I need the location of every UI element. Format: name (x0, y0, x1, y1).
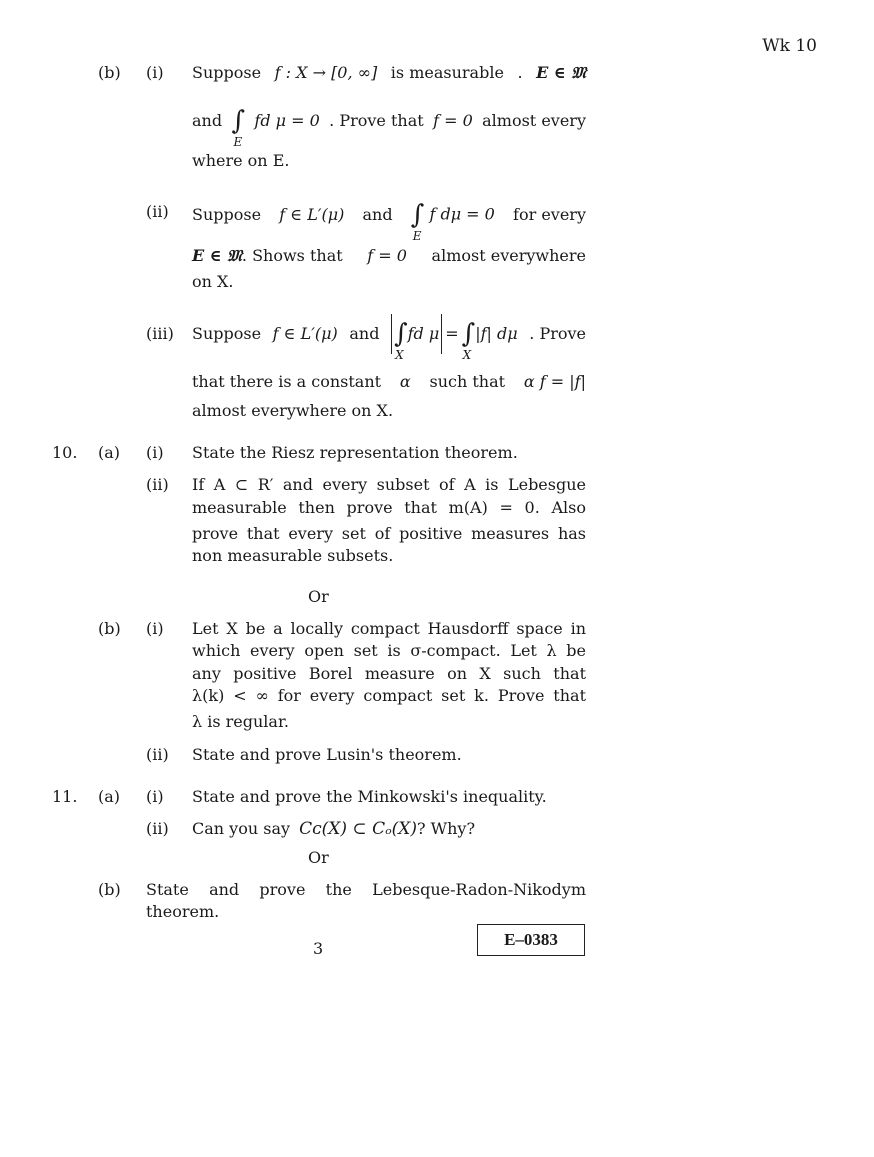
q9b-iii-eq: = (445, 324, 459, 343)
q11a-ii-text (192, 819, 475, 839)
q9b-iii-l2-b: such that (429, 372, 506, 391)
q10b-i-line4: λ(k) < ∞ for every compact set k. Prove that (192, 686, 586, 705)
q9b-ii-l2-a: . Shows that (241, 246, 343, 265)
q10b-i-line1: Let X be a locally compact Hausdorff space in (192, 619, 586, 638)
q9b-iii-l1-math3: |f| dμ (475, 324, 518, 343)
q9b-ii-l1-a: Suppose (192, 205, 262, 224)
q9b-ii-line3: on X. (192, 272, 234, 291)
q9b-iii-l1-c: . Prove (529, 324, 586, 343)
q9b-i-line1 (192, 63, 586, 83)
integral-subscript: X (462, 348, 472, 362)
q9b-iii-l1-math: f ∈ L′(μ) (272, 324, 338, 343)
q9b-i-l2-math2: f = 0 (433, 111, 473, 130)
q9b-iii-l2-a: that there is a constant (192, 372, 382, 391)
q9b-iii-line2 (192, 372, 586, 392)
q11a-ii-math: Cᴄ(X) ⊂ Cₒ(X) (299, 819, 417, 839)
q9b-i-number: (i) (146, 63, 164, 82)
q9b-ii-l2-b: almost everywhere (431, 246, 586, 265)
q9b-i-l2-math: fd μ = 0 (254, 111, 320, 130)
q10a-ii-line4: non measurable subsets. (192, 546, 394, 565)
q11-or-separator: Or (308, 848, 329, 867)
q10a-ii-line2: measurable then prove that m(A) = 0. Also (192, 498, 586, 517)
q10a-i-text: State the Riesz representation theorem. (192, 443, 518, 462)
q9b-ii-l1-b: and (362, 205, 393, 224)
q9b-ii-l2-math2: f = 0 (367, 246, 407, 265)
q9b-ii-l1-math2: f dμ = 0 (429, 204, 495, 224)
q10a-i-number: (i) (146, 443, 164, 462)
integral-subscript: E (233, 135, 243, 149)
q9b-ii-integral (410, 200, 425, 243)
q10b-ii-number: (ii) (146, 745, 169, 764)
q9b-i-integral (231, 106, 246, 149)
q9b-iii-integral (394, 319, 408, 362)
q9b-i-l1-math: f : X → [0, ∞] (274, 63, 378, 82)
q9b-i-line3: where on E. (192, 151, 290, 170)
page-header-label: Wk 10 (762, 36, 817, 56)
q9b-ii-l1-math: f ∈ L′(μ) (279, 205, 345, 224)
q10b-i-number: (i) (146, 619, 164, 638)
paper-code-box: E–0383 (477, 924, 585, 956)
q9b-i-l2-a: and (192, 111, 223, 130)
q10b-part-label: (b) (98, 619, 121, 638)
q9b-iii-integral2 (461, 319, 476, 362)
q10a-ii-line3: prove that every set of positive measures has (192, 524, 586, 543)
q10-number: 10. (52, 443, 78, 462)
integral-subscript: E (412, 229, 422, 243)
q10b-i-line5: λ is regular. (192, 712, 289, 731)
q11b-line1: State and prove the Lebesque-Radon-Nikodym (146, 880, 586, 899)
q10a-ii-number: (ii) (146, 475, 169, 494)
q9b-ii-line2 (192, 246, 586, 266)
q9b-ii-line1 (192, 200, 586, 243)
q10b-ii-text: State and prove Lusin's theorem. (192, 745, 462, 764)
page-number: 3 (313, 939, 324, 958)
q9b-ii-l2-math: E ∈ 𝔐 (192, 246, 242, 265)
q9b-iii-number: (iii) (146, 324, 174, 343)
q11a-i-text: State and prove the Minkowski's inequality. (192, 787, 547, 806)
q9b-i-l1-b: is measurable (390, 63, 504, 82)
integral-sign: ∫ (394, 319, 408, 349)
q10b-i-line2: which every open set is σ-compact. Let λ be (192, 641, 586, 660)
q11a-ii-text-b: ? Why? (417, 819, 476, 838)
q9b-iii-l2-math2: α f = |f| (523, 372, 586, 391)
q9b-iii-line1 (192, 314, 586, 362)
integral-subscript: X (395, 348, 404, 362)
abs-bar-left (391, 314, 392, 354)
q11b-line2: theorem. (146, 902, 220, 921)
q11a-part-label: (a) (98, 787, 121, 806)
abs-bar-right (441, 314, 442, 354)
q9b-i-l2-c: almost every (482, 111, 586, 130)
q9b-i-l1-math2: E ∈ 𝔐 (536, 63, 586, 82)
q11a-ii-text-a: Can you say (192, 819, 291, 838)
q11a-ii-number: (ii) (146, 819, 169, 838)
integral-sign: ∫ (410, 200, 425, 230)
q9b-iii-l2-math: α (399, 372, 411, 391)
integral-sign: ∫ (461, 319, 476, 349)
q9b-iii-l1-b: and (349, 324, 380, 343)
q11b-part-label: (b) (98, 880, 121, 899)
q10-or-separator: Or (308, 587, 329, 606)
q9b-iii-l1-math2: fd μ (407, 324, 440, 343)
q10a-part-label: (a) (98, 443, 121, 462)
q9b-i-line2 (192, 106, 586, 149)
q9b-iii-l1-a: Suppose (192, 324, 262, 343)
q11a-i-number: (i) (146, 787, 164, 806)
q9b-ii-l1-c: for every (513, 205, 586, 224)
q9b-i-l2-b: . Prove that (329, 111, 424, 130)
q9b-ii-number: (ii) (146, 202, 169, 221)
integral-sign: ∫ (231, 106, 246, 136)
q9b-part-label: (b) (98, 63, 121, 82)
q9b-iii-line3: almost everywhere on X. (192, 401, 394, 420)
q10a-ii-line1: If A ⊂ R′ and every subset of A is Lebesgue (192, 475, 586, 494)
q10b-i-line3: any positive Borel measure on X such that (192, 664, 586, 683)
q9b-i-l1-a: Suppose (192, 63, 262, 82)
q9b-i-l1-c: . (517, 63, 523, 82)
q11-number: 11. (52, 787, 78, 806)
